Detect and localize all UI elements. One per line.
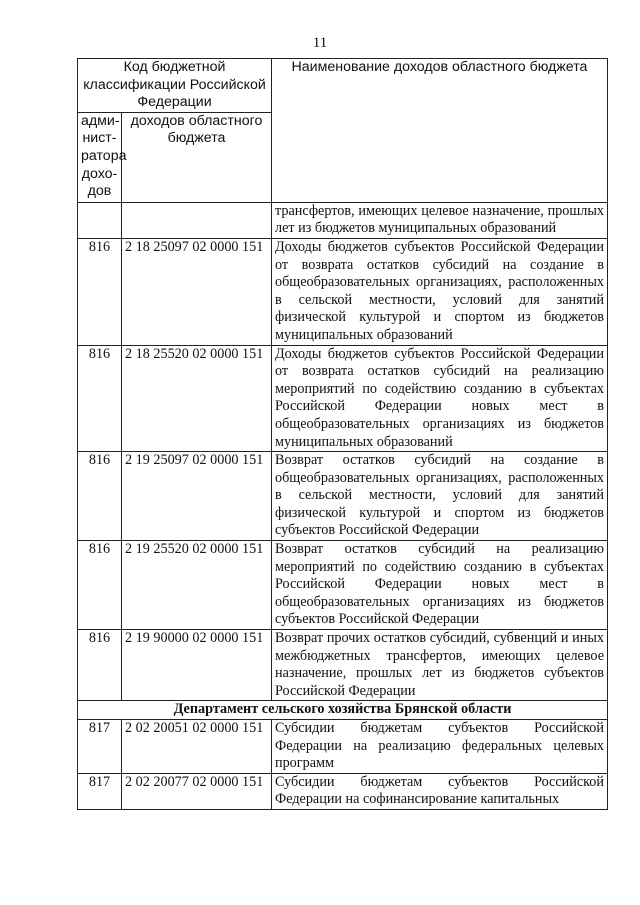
budget-code: 2 19 25520 02 0000 151 bbox=[122, 541, 272, 630]
table-row bbox=[78, 773, 608, 809]
admin-code: 816 bbox=[78, 238, 122, 345]
admin-code: 817 bbox=[78, 773, 122, 809]
budget-code: 2 19 90000 02 0000 151 bbox=[122, 630, 272, 701]
admin-code bbox=[78, 202, 122, 238]
budget-code bbox=[122, 202, 272, 238]
income-description: Субсидии бюджетам субъектов Российской Федерации на реализацию федеральных целевых программ bbox=[272, 720, 608, 774]
admin-code: 816 bbox=[78, 452, 122, 541]
income-description: трансфертов, имеющих целевое назначение, прошлых лет из бюджетов муниципальных образований bbox=[272, 202, 608, 238]
income-description: Возврат прочих остатков субсидий, субвенций и иных межбюджетных трансфертов, имеющих целевое назначение, прошлых лет из бюджетов субъектов Российской Федерации bbox=[272, 630, 608, 701]
administrator-header: адми-нист-ратора дохо-дов bbox=[78, 112, 122, 202]
budget-code: 2 18 25097 02 0000 151 bbox=[122, 238, 272, 345]
income-description: Доходы бюджетов субъектов Российской Федерации от возврата остатков субсидий на реализацию мероприятий по содействию созданию в субъектах Российской Федерации новых мест в общеобразовательных организациях из бюджетов муниципальных образований bbox=[272, 345, 608, 452]
page-number: 11 bbox=[312, 35, 328, 51]
budget-code: 2 18 25520 02 0000 151 bbox=[122, 345, 272, 452]
income-description: Доходы бюджетов субъектов Российской Федерации от возврата остатков субсидий на создание в общеобразовательных организациях, расположенных в сельской местности, условий для занятий физической культурой и спортом из бюджетов муниципальных образований bbox=[272, 238, 608, 345]
table-row bbox=[78, 630, 608, 701]
table-row bbox=[78, 720, 608, 774]
classification-header: Код бюджетной классификации Российской Федерации bbox=[78, 59, 272, 113]
table-row bbox=[78, 541, 608, 630]
name-header: Наименование доходов областного бюджета bbox=[272, 59, 608, 203]
income-description: Возврат остатков субсидий на создание в общеобразовательных организациях, расположенных в сельской местности, условий для занятий физической культурой и спортом из бюджетов субъектов Российской Федерации bbox=[272, 452, 608, 541]
admin-code: 817 bbox=[78, 720, 122, 774]
budget-income-table bbox=[77, 58, 608, 810]
table-row bbox=[78, 202, 608, 238]
admin-code: 816 bbox=[78, 345, 122, 452]
income-description: Возврат остатков субсидий на реализацию мероприятий по содействию созданию в субъектах Российской Федерации новых мест в общеобразовательных организациях из бюджетов субъектов Российской Федерации bbox=[272, 541, 608, 630]
admin-code: 816 bbox=[78, 541, 122, 630]
admin-code: 816 bbox=[78, 630, 122, 701]
income-description: Субсидии бюджетам субъектов Российской Федерации на софинансирование капитальных bbox=[272, 773, 608, 809]
budget-code: 2 02 20077 02 0000 151 bbox=[122, 773, 272, 809]
table-header-row bbox=[78, 59, 608, 113]
income-header: доходов областного бюджета bbox=[122, 112, 272, 202]
budget-code: 2 19 25097 02 0000 151 bbox=[122, 452, 272, 541]
department-row bbox=[78, 701, 608, 720]
table-row bbox=[78, 238, 608, 345]
table-row bbox=[78, 452, 608, 541]
budget-code: 2 02 20051 02 0000 151 bbox=[122, 720, 272, 774]
table-row bbox=[78, 345, 608, 452]
department-heading: Департамент сельского хозяйства Брянской области bbox=[78, 701, 608, 720]
